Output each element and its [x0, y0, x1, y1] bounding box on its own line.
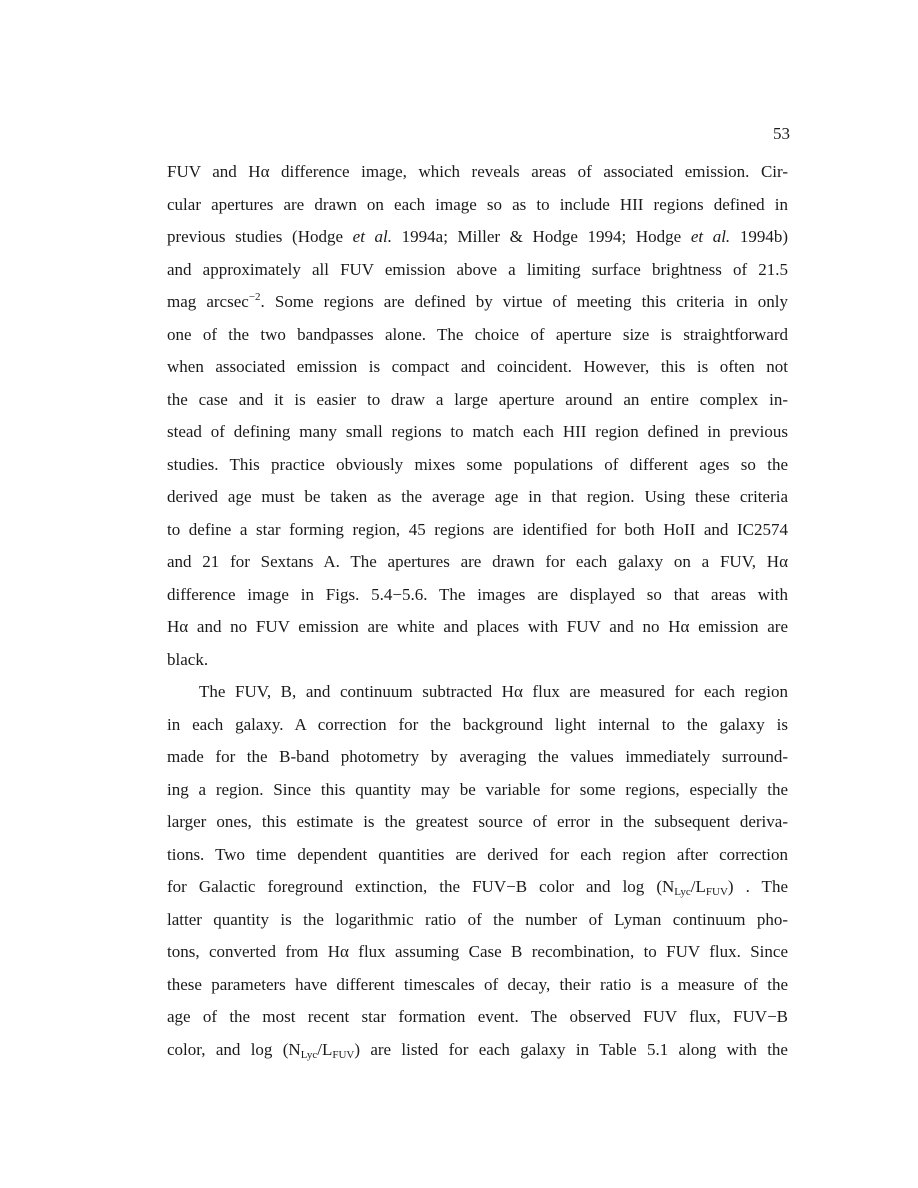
text-line: studies. This practice obviously mixes some populations of different ages so the — [167, 454, 788, 474]
text-line: black. — [167, 649, 209, 669]
body-text — [167, 156, 788, 1066]
text-line: these parameters have different timescales of decay, their ratio is a measure of the — [167, 974, 788, 994]
text-line: ing a region. Since this quantity may be variable for some regions, especially the — [167, 779, 788, 799]
text-line: age of the most recent star formation event. The observed FUV flux, FUV−B — [167, 1007, 788, 1026]
text-line: made for the B-band photometry by averaging the values immediately surround- — [167, 747, 788, 766]
text-line: previous studies (Hodge et al. 1994a; Miller & Hodge 1994; Hodge et al. 1994b) — [167, 227, 788, 246]
text-line: one of the two bandpasses alone. The choice of aperture size is straightforward — [167, 324, 788, 344]
text-line: color, and $\log (N_{Lyc}/L_{FUV})$ are listed for each galaxy in Table 5.1 along with the — [167, 1039, 788, 1061]
text-line: The FUV, B, and continuum subtracted Hα flux are measured for each region — [199, 682, 788, 701]
text-line: the case and it is easier to draw a large aperture around an entire complex in- — [167, 389, 788, 409]
text-line: cular apertures are drawn on each image so as to include HII regions defined in — [167, 194, 788, 214]
text-line: for Galactic foreground extinction, the FUV−B color and $\log (N_{Lyc}/L_{FUV})$ . The — [167, 877, 788, 898]
text-line: and approximately all FUV emission above a limiting surface brightness of 21.5 — [167, 259, 788, 279]
paragraph-1 — [167, 156, 788, 676]
text-line: FUV and Hα difference image, which reveals areas of associated emission. Cir- — [167, 162, 788, 181]
text-line: larger ones, this estimate is the greatest source of error in the subsequent deriva- — [167, 812, 788, 831]
page-number: 53 — [773, 124, 790, 143]
text-line: derived age must be taken as the average age in that region. Using these criteria — [167, 487, 788, 506]
text-line: to define a star forming region, 45 regions are identified for both HoII and IC2574 — [167, 519, 788, 539]
text-line: latter quantity is the logarithmic ratio of the number of Lyman continuum pho- — [167, 909, 788, 929]
text-line: tons, converted from Hα flux assuming Case B recombination, to FUV flux. Since — [167, 942, 788, 961]
text-line: mag arcsec$^{-2}$. Some regions are defined by virtue of meeting this criteria in only — [167, 291, 788, 311]
paragraph-2 — [167, 676, 788, 1066]
text-line: and 21 for Sextans A. The apertures are drawn for each galaxy on a FUV, Hα — [167, 552, 788, 571]
text-line: when associated emission is compact and coincident. However, this is often not — [167, 357, 788, 376]
text-line: in each galaxy. A correction for the background light internal to the galaxy is — [167, 714, 788, 734]
text-line: tions. Two time dependent quantities are derived for each region after correction — [167, 844, 788, 864]
text-line: Hα and no FUV emission are white and places with FUV and no Hα emission are — [167, 617, 788, 636]
text-line: stead of defining many small regions to match each HII region defined in previous — [167, 422, 788, 441]
text-line: difference image in Figs. 5.4−5.6. The images are displayed so that areas with — [167, 584, 788, 604]
